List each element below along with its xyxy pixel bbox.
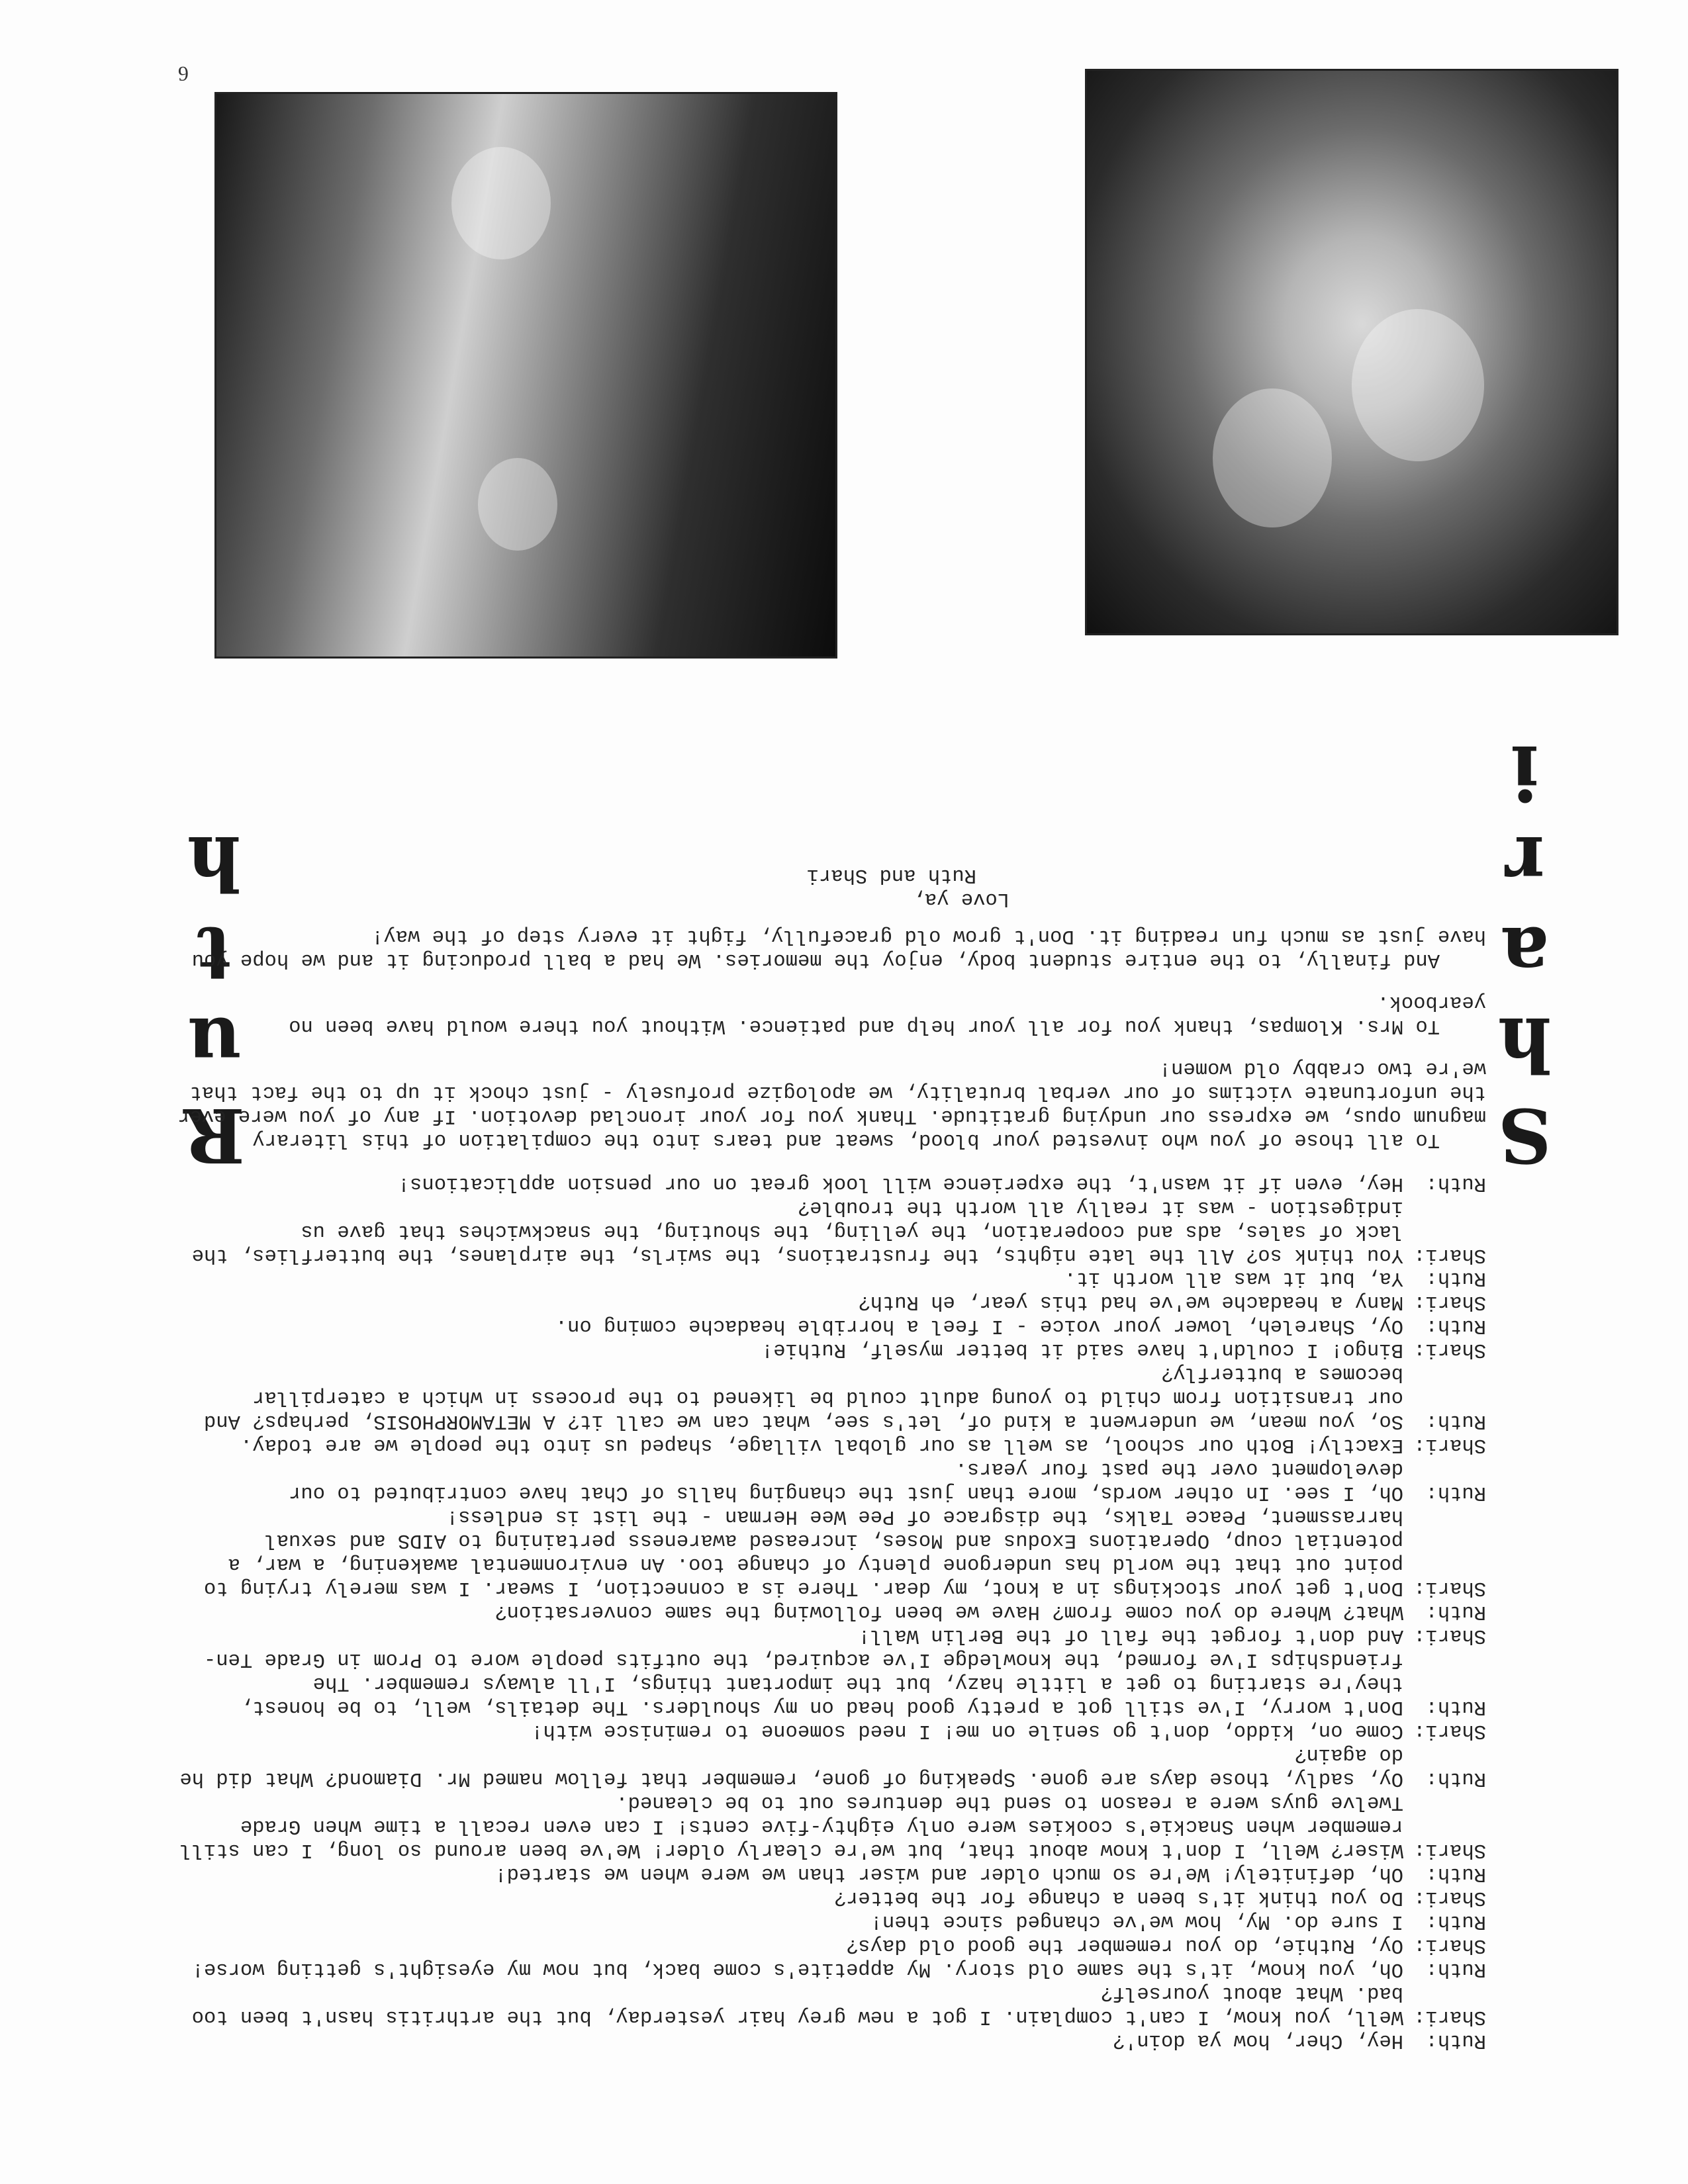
dialogue-line: [169, 1980, 1486, 2028]
speaker-label: Ruth:: [1425, 2029, 1486, 2052]
dialogue-line: [169, 1742, 1486, 1790]
speaker-label: Shari:: [1413, 1338, 1486, 1361]
speech-text: Bingo! I couldn't have said it better myself, Ruthie!: [761, 1338, 1403, 1361]
closing-paragraphs: [169, 923, 1486, 1151]
dialogue-line: [169, 1599, 1486, 1623]
closing-paragraph: And finally, to the entire student body, enjoy the memories. We had a ball producing it and we hope you have just as much fun reading it. Don't grow old gracefully, fight it every step of the way!: [191, 924, 1486, 971]
dialogue-line: [169, 1933, 1486, 1956]
speech-text: Oy, Ruthie, do you remember the good old days?: [846, 1934, 1403, 1957]
speech-text: Oy, sadly, those days are gone. Speaking of gone, remember that fellow named Mr. Diamond? What did he do again?: [179, 1743, 1403, 1790]
dialogue-line: [169, 2028, 1486, 2052]
dialogue-line: [169, 1171, 1486, 1195]
speaker-label: Shari:: [1413, 1839, 1486, 1862]
speech-text: Wiser? Well, I don't know about that, but we're clearly older! We've been around so long, I can still remember when Snackie's cookies were only eighty-five cents! I can even recall a time when Grade Twelve guys were a reason to send the dentures out to be cleaned.: [179, 1791, 1403, 1862]
speech-text: You think so? All the late nights, the frustrations, the swirls, the airplanes, the butterflies, the lack of sales, ads and cooperation, the yelling, the shouting, the snackwiches that gave us indigestion - was it really all worth the trouble?: [191, 1195, 1403, 1266]
dialogue-line: [169, 1290, 1486, 1314]
dialogue-lines: [169, 1171, 1486, 2052]
speech-text: Don't worry, I've still got a pretty good head on my shoulders. The details, well, to be honest, they're starting to get a little hazy, but the important things, I'll always remember. The friendships I've formed, the knowledge I've acquired, the outfits people wore to Prom in Grade Ten-: [204, 1648, 1403, 1719]
speech-text: So, you mean, we underwent a kind of, let's see, what can we call it? A METAMORPHOSIS, perhaps? And our transition from child to young adult could be likened to the process in which a caterpillar becomes a butterfly?: [204, 1362, 1403, 1433]
speech-text: Many a headache we've had this year, eh Ruth?: [858, 1291, 1403, 1314]
speaker-label: Ruth:: [1425, 1171, 1486, 1195]
speech-text: Exactly! Both our school, as well as our global village, shaped us into the people we are today.: [240, 1433, 1403, 1457]
dialogue-line: [169, 1647, 1486, 1718]
speech-text: Do you think it's been a change for the better?: [833, 1886, 1403, 1909]
speech-text: Hey, even if it wasn't, the experience will look great on our pension applications!: [397, 1171, 1403, 1195]
speaker-label: Ruth:: [1425, 1862, 1486, 1886]
photo-two-women-closeup: [214, 92, 837, 659]
dialogue-line: [169, 1718, 1486, 1742]
signoff-names: Ruth and Shari: [806, 863, 976, 886]
speaker-label: Ruth:: [1425, 1267, 1486, 1290]
speech-text: Oh, definitely! We're so much older and wiser than we were when we started!: [494, 1862, 1403, 1886]
speaker-label: Shari:: [1413, 1624, 1486, 1647]
dialogue-line: [169, 1313, 1486, 1337]
speech-text: Oh, you know, it's the same old story. My appetite's come back, but now my eyesight's getting worse!: [191, 1958, 1403, 1981]
dialogue-block: [169, 862, 1486, 2052]
speaker-label: Shari:: [1413, 1576, 1486, 1600]
speaker-label: Ruth:: [1425, 1481, 1486, 1504]
closing-paragraph: To Mrs. Klompas, thank you for all your help and patience. Without you there would have been no yearbook.: [289, 990, 1486, 1037]
dialogue-line: [169, 1861, 1486, 1885]
dialogue-line: [169, 1885, 1486, 1909]
photo-face-highlight: [1213, 388, 1332, 527]
speech-text: Come on, kiddo, don't go senile on me! I need someone to reminisce with!: [531, 1719, 1403, 1743]
speaker-label: Ruth:: [1425, 1958, 1486, 1981]
speaker-label: Ruth:: [1425, 1410, 1486, 1433]
dialogue-line: [169, 1195, 1486, 1266]
speech-text: Don't get your stockings in a knot, my dear. There is a connection, I swear. I was merely trying to point out that the world has undergone plenty of change too. An environmental awakening, a war, a potential coup, Operations Exodus and Moses, increased awareness pertaining to AIDS and sexual harrassment, Peace Talks, the disgrace of Pee Wee Herman - the list is endless!: [204, 1505, 1403, 1600]
speech-text: Well, you know, I can't complain. I got a new grey hair yesterday, but the arthritis hasn't been too bad. What about yourself?: [191, 1981, 1403, 2028]
closing-paragraph: To all those of you who invested your blood, sweat and tears into the compilation of this literary magnum opus, we express our undying gratitude. Thank you for your ironclad devotion. If any of you were ever the unfortunate victims of our verbal brutality, we apologize profusely - just chock it up to the fact that we're two crabby old women!: [177, 1056, 1486, 1151]
speech-text: Oh, I see. In other words, more than just the changing halls of Chat have contributed to our development over the past four years.: [289, 1457, 1403, 1504]
speech-text: I sure do. My, how we've changed since then!: [870, 1910, 1403, 1933]
speaker-label: Shari:: [1413, 1719, 1486, 1743]
photo-two-women-floor: [1085, 69, 1618, 635]
speaker-label: Shari:: [1413, 1291, 1486, 1314]
dialogue-line: [169, 1337, 1486, 1361]
heading-ruth: Ruth: [171, 815, 258, 1178]
speaker-label: Shari:: [1413, 1886, 1486, 1909]
speech-text: Hey, Cher, how ya doin'?: [1112, 2029, 1403, 2052]
photo-face-highlight: [451, 147, 551, 259]
dialogue-line: [169, 1361, 1486, 1432]
speech-text: What? Where do you come from? Have we been following the same conversation?: [494, 1600, 1403, 1623]
speaker-label: Shari:: [1413, 1433, 1486, 1457]
photo-face-highlight: [478, 458, 557, 551]
speaker-label: Ruth:: [1425, 1696, 1486, 1719]
speaker-label: Ruth:: [1425, 1314, 1486, 1338]
dialogue-line: [169, 1790, 1486, 1861]
dialogue-line: [169, 1456, 1486, 1504]
speaker-label: Shari:: [1413, 1934, 1486, 1957]
heading-shari: Shari: [1481, 725, 1568, 1178]
dialogue-line: [169, 1504, 1486, 1599]
signoff: [169, 862, 1009, 910]
dialogue-line: [169, 1909, 1486, 1933]
dialogue-line: [169, 1956, 1486, 1980]
speaker-label: Ruth:: [1425, 1600, 1486, 1623]
dialogue-line: [169, 1266, 1486, 1290]
speech-text: And don't forget the fall of the Berlin Wall!: [858, 1624, 1403, 1647]
dialogue-line: [169, 1432, 1486, 1456]
speaker-label: Ruth:: [1425, 1767, 1486, 1790]
page-number: 6: [178, 62, 189, 86]
signoff-line1: Love ya,: [912, 887, 1009, 910]
speaker-label: Shari:: [1413, 1243, 1486, 1266]
speech-text: Oy, Shareleh, lower your voice - I feel a horrible headache coming on.: [555, 1314, 1403, 1338]
speech-text: Ya, but it was all worth it.: [1064, 1267, 1403, 1290]
speaker-label: Ruth:: [1425, 1910, 1486, 1933]
photo-face-highlight: [1352, 309, 1484, 461]
dialogue-line: [169, 1623, 1486, 1647]
speaker-label: Shari:: [1413, 2005, 1486, 2028]
